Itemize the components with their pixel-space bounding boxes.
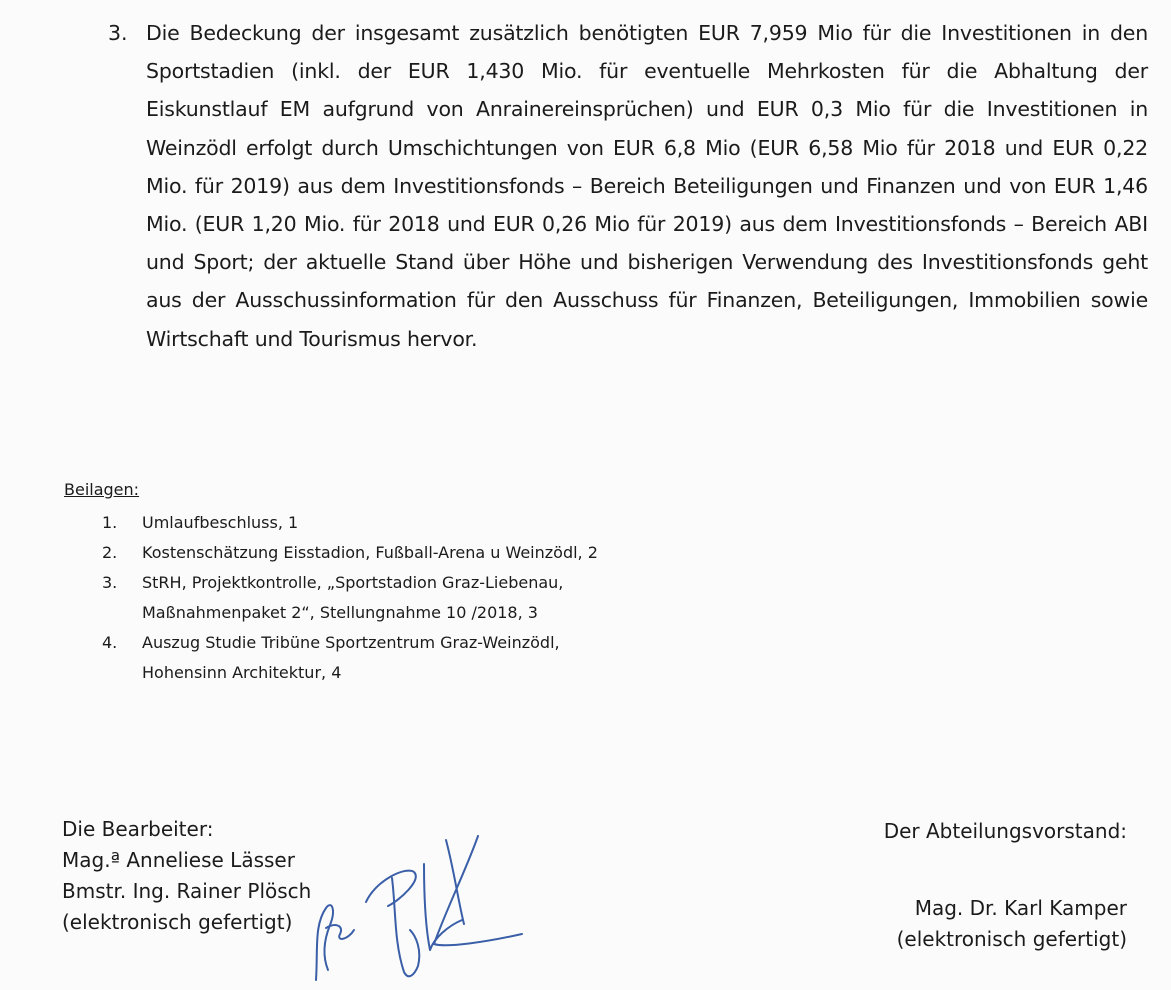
signatory-role: Die Bearbeiter: <box>62 817 214 841</box>
beilage-text: Maßnahmenpaket 2“, Stellungnahme 10 /2018, 3 <box>142 603 538 622</box>
beilage-text: Kostenschätzung Eisstadion, Fußball-Arena u Weinzödl, 2 <box>142 543 598 562</box>
beilage-item <box>102 568 722 628</box>
beilage-text: Umlaufbeschluss, 1 <box>142 513 299 532</box>
beilage-item <box>102 508 722 538</box>
beilagen-heading: Beilagen: <box>64 480 140 499</box>
beilage-text: Auszug Studie Tribüne Sportzentrum Graz-Weinzödl, <box>142 633 560 652</box>
signatory-name: Mag.ª Anneliese Lässer <box>62 848 295 872</box>
numbered-paragraph-3 <box>108 14 1148 358</box>
signature-note: (elektronisch gefertigt) <box>62 910 293 934</box>
beilage-number: 3. <box>102 573 118 592</box>
paragraph-text: Die Bedeckung der insgesamt zusätzlich benötigten EUR 7,959 Mio für die Investitionen in den Sportstadien (inkl. der EUR 1,430 Mio. für eventuelle Mehrkosten für die Abhaltung der Eiskunstlauf EM aufgrund von Anrainereinsprüchen) und EUR 0,3 Mio für die Investitionen in Weinzödl erfolgt durch Umschichtungen von EUR 6,8 Mio (EUR 6,58 Mio für 2018 und EUR 0,22 Mio. für 2019) aus dem Investitionsfonds – Bereich Beteiligungen und Finanzen und von EUR 1,46 Mio. (EUR 1,20 Mio. für 2018 und EUR 0,26 Mio für 2019) aus dem Investitionsfonds – Bereich ABI und Sport; der aktuelle Stand über Höhe und bisherigen Verwendung des Investitionsfonds geht aus der Ausschussinformation für den Ausschuss für Finanzen, Beteiligungen, Immobilien sowie Wirtschaft und Tourismus hervor. <box>146 21 1148 351</box>
beilage-number: 1. <box>102 513 118 532</box>
signatory-role: Der Abteilungsvorstand: <box>883 819 1127 843</box>
beilage-number: 4. <box>102 633 118 652</box>
beilage-item <box>102 628 722 688</box>
signature-block-right <box>827 816 1127 955</box>
spacer <box>827 847 1127 893</box>
beilage-text: StRH, Projektkontrolle, „Sportstadion Graz-Liebenau, <box>142 573 564 592</box>
signatory-name: Mag. Dr. Karl Kamper <box>914 896 1127 920</box>
signature-note: (elektronisch gefertigt) <box>896 927 1127 951</box>
beilage-text: Hohensinn Architektur, 4 <box>142 663 342 682</box>
signatory-name: Bmstr. Ing. Rainer Plösch <box>62 879 312 903</box>
signature-block-left <box>62 814 311 938</box>
beilage-item <box>102 538 722 568</box>
beilagen-list <box>102 508 722 688</box>
paragraph-number: 3. <box>108 21 128 45</box>
handwritten-signature <box>296 830 536 990</box>
beilage-number: 2. <box>102 543 118 562</box>
